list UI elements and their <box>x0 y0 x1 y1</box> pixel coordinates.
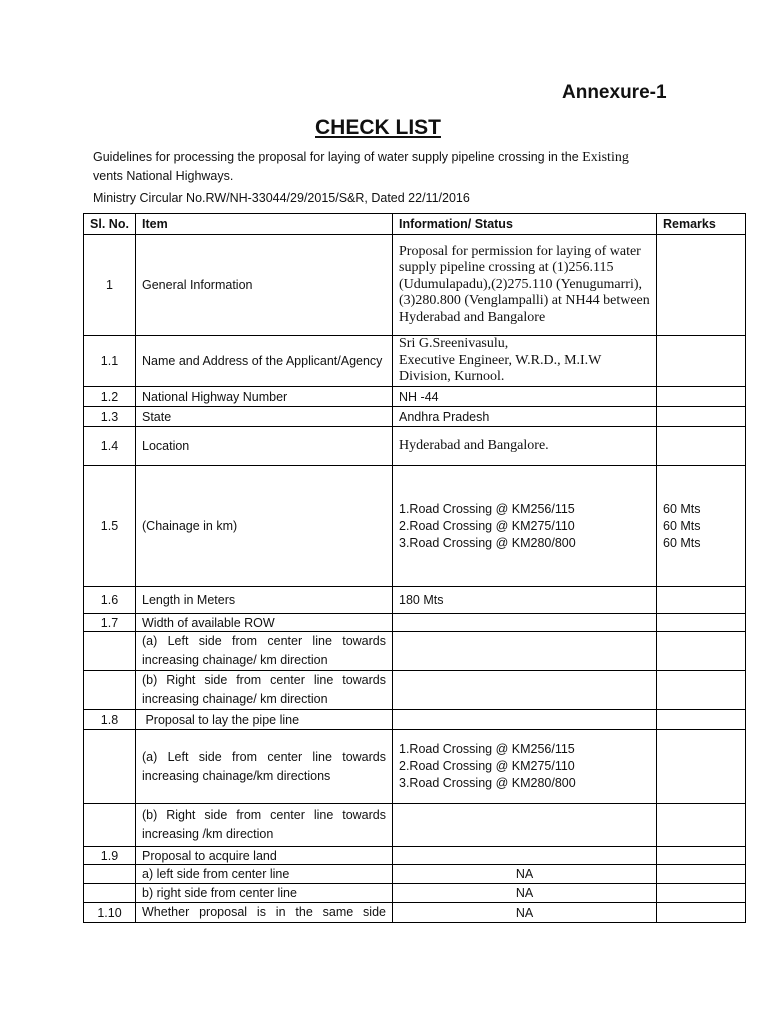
table-row <box>84 847 746 865</box>
ministry-circular: Ministry Circular No.RW/NH-33044/29/2015/S&R, Dated 22/11/2016 <box>93 191 470 205</box>
row-info <box>393 614 657 632</box>
row-info: NA <box>393 903 657 923</box>
guidelines-prefix: Guidelines for processing the proposal for laying of water supply pipeline crossing in the <box>93 150 579 164</box>
row-remarks <box>657 804 746 847</box>
crossing-2: 2.Road Crossing @ KM275/110 <box>399 518 575 533</box>
table-row <box>84 865 746 884</box>
applicant-name: Sri G.Sreenivasulu, <box>399 336 509 352</box>
table-row <box>84 671 746 710</box>
page-title: CHECK LIST <box>315 116 441 139</box>
col-header-information: Information/ Status <box>393 214 657 235</box>
row-remarks <box>657 710 746 730</box>
row-number: 1.1 <box>84 336 136 387</box>
col-header-sl-no: Sl. No. <box>84 214 136 235</box>
row-info: 180 Mts <box>393 587 657 614</box>
row-number: 1.5 <box>84 466 136 587</box>
table-row <box>84 884 746 903</box>
row-info: NH -44 <box>393 387 657 407</box>
table-row <box>84 427 746 466</box>
table-row <box>84 614 746 632</box>
row-remarks <box>657 671 746 710</box>
table-row <box>84 632 746 671</box>
row-remarks <box>657 336 746 387</box>
table-row <box>84 466 746 587</box>
row-item: State <box>136 407 393 427</box>
row-item: Proposal to lay the pipe line <box>136 710 393 730</box>
row-remarks <box>657 903 746 923</box>
remark-2: 60 Mts <box>663 518 701 533</box>
crossing-3: 3.Road Crossing @ KM280/800 <box>399 535 576 550</box>
row-info <box>393 804 657 847</box>
guidelines-serif-word: Existing <box>582 150 629 165</box>
row-info <box>393 466 657 587</box>
table-row <box>84 587 746 614</box>
applicant-designation: Executive Engineer, W.R.D., M.I.W <box>399 352 602 368</box>
table-row <box>84 710 746 730</box>
row-item: a) left side from center line <box>136 865 393 884</box>
crossing-3: 3.Road Crossing @ KM280/800 <box>399 776 576 790</box>
row-remarks <box>657 587 746 614</box>
row-remarks <box>657 466 746 587</box>
row-item: Whether proposal is in the same side <box>136 903 393 923</box>
row-info: Andhra Pradesh <box>393 407 657 427</box>
row-remarks <box>657 387 746 407</box>
row-item: b) right side from center line <box>136 884 393 903</box>
row-item: Location <box>136 427 393 466</box>
table-row <box>84 336 746 387</box>
row-number: 1.7 <box>84 614 136 632</box>
row-remarks <box>657 730 746 804</box>
table-row <box>84 903 746 923</box>
row-number: 1.9 <box>84 847 136 865</box>
row-remarks <box>657 614 746 632</box>
row-number: 1.8 <box>84 710 136 730</box>
row-info: NA <box>393 884 657 903</box>
row-item: General Information <box>136 235 393 336</box>
crossing-1: 1.Road Crossing @ KM256/115 <box>399 742 575 756</box>
guidelines-text <box>93 148 675 185</box>
row-info: Proposal for permission for laying of water supply pipeline crossing at (1)256.115 (Udumulapadu),(2)275.110 (Yenugumarri), (3)280.800 (Venglampalli) at NH44 between Hyderabad and Bangalore <box>393 235 657 336</box>
remark-3: 60 Mts <box>663 535 701 550</box>
row-number <box>84 865 136 884</box>
table-row <box>84 407 746 427</box>
row-number: 1.4 <box>84 427 136 466</box>
row-item: (a) Left side from center line towards increasing chainage/ km direction <box>136 632 393 671</box>
row-item: Name and Address of the Applicant/Agency <box>136 336 393 387</box>
remark-1: 60 Mts <box>663 501 701 516</box>
row-info <box>393 847 657 865</box>
table-row <box>84 804 746 847</box>
col-header-remarks: Remarks <box>657 214 746 235</box>
row-number <box>84 671 136 710</box>
row-number: 1.3 <box>84 407 136 427</box>
table-row <box>84 387 746 407</box>
row-number: 1.2 <box>84 387 136 407</box>
row-remarks <box>657 865 746 884</box>
row-item: (a) Left side from center line towards increasing chainage/km directions <box>136 730 393 804</box>
guidelines-line2: vents National Highways. <box>93 168 234 183</box>
row-info <box>393 730 657 804</box>
row-item: Proposal to acquire land <box>136 847 393 865</box>
table-row <box>84 730 746 804</box>
row-info <box>393 632 657 671</box>
row-remarks <box>657 884 746 903</box>
row-number <box>84 730 136 804</box>
row-info: Hyderabad and Bangalore. <box>393 427 657 466</box>
table-header-row <box>84 214 746 235</box>
row-remarks <box>657 235 746 336</box>
table-row <box>84 235 746 336</box>
row-number: 1 <box>84 235 136 336</box>
row-item: (b) Right side from center line towards increasing chainage/ km direction <box>136 671 393 710</box>
crossing-2: 2.Road Crossing @ KM275/110 <box>399 759 575 773</box>
col-header-item: Item <box>136 214 393 235</box>
row-info <box>393 671 657 710</box>
row-number <box>84 632 136 671</box>
row-item: National Highway Number <box>136 387 393 407</box>
row-number: 1.6 <box>84 587 136 614</box>
row-number <box>84 884 136 903</box>
row-info <box>393 710 657 730</box>
row-number: 1.10 <box>84 903 136 923</box>
row-item: (b) Right side from center line towards increasing /km direction <box>136 804 393 847</box>
row-remarks <box>657 632 746 671</box>
row-remarks <box>657 427 746 466</box>
row-item: (Chainage in km) <box>136 466 393 587</box>
checklist-table <box>83 213 746 923</box>
crossing-1: 1.Road Crossing @ KM256/115 <box>399 501 575 516</box>
row-item: Length in Meters <box>136 587 393 614</box>
row-item: Width of available ROW <box>136 614 393 632</box>
applicant-division: Division, Kurnool. <box>399 369 505 385</box>
annexure-label: Annexure-1 <box>562 82 667 103</box>
row-remarks <box>657 407 746 427</box>
row-info <box>393 336 657 387</box>
row-remarks <box>657 847 746 865</box>
row-info: NA <box>393 865 657 884</box>
row-number <box>84 804 136 847</box>
